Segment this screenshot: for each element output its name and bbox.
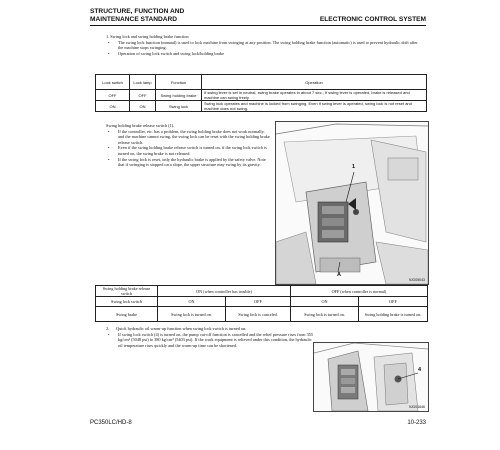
section1-bullet: • The swing lock function (manual) is used to lock machine from swinging at any position. The swing holding brake function (automatic) is used to prevent hydraulic drift after the machine stops swinging. (106, 40, 422, 51)
section-release-switch (106, 123, 271, 168)
figure2-code: 9JG01646 (408, 405, 425, 409)
release-switch-table (95, 285, 428, 322)
section2-bullet: • If the swing lock is reset, only the hydraulic brake is applied by the safety valve. Note that if swinging is stopped on a slope, the upper structure may swing by its gravity. (106, 157, 271, 168)
table1-cell: OFF (130, 90, 156, 101)
table1-cell: Swing lock operates and machine is locked from swinging. Even if swing lever is operated, swing lock is not reset and machine does not swing. (202, 101, 427, 112)
table2-header: Swing lock switch (96, 297, 158, 307)
header-title-line2: MAINTENANCE STANDARD (90, 16, 178, 23)
table1-cell: OFF (96, 90, 130, 101)
table1-header: Lock lamp (130, 75, 156, 90)
section-warmup (106, 326, 316, 348)
page-header (90, 6, 426, 30)
table2-cell: ON (158, 297, 226, 307)
section3-bullet: • If swing lock switch (4) is turned on, the pump cut-off function is cancelled and the relief pressure rises from 355 kg/cm² (5048 psi) to 380 kg/cm² (5403 psi). If the work equipment is relieved under this condition, the hydraulic oil temperature rises quickly and the warm-up time can be shortened. (106, 332, 314, 349)
table1-cell: ON (96, 101, 130, 112)
table2-header: Swing holding brake release switch (96, 286, 158, 297)
section1-heading: 1. Swing lock and swing holding brake function (106, 34, 189, 39)
figure1-label-a: A (337, 272, 341, 278)
table2-header: Swing brake (96, 307, 158, 322)
footer-page-number: 10-233 (407, 420, 426, 426)
table1-cell: ON (130, 101, 156, 112)
section3-heading-text: Quick hydraulic oil warm-up function when swing lock switch is turned on. (116, 326, 247, 331)
cab-panel-figure (275, 121, 429, 285)
table1-cell: If swing lever is set in neutral, swing brake operates in about 7 sec.; If swing lever is operated, brake is released and machine can swing freely. (202, 90, 427, 101)
footer-model: PC350LC/HD-8 (90, 420, 132, 426)
figure1-label-1: 1 (352, 164, 356, 170)
table2-cell: Swing lock is turned on. (158, 307, 226, 322)
figure1-code: 9JG05043 (408, 278, 425, 282)
section-swing-lock (106, 34, 422, 56)
table2-cell: OFF (when controller is normal) (291, 286, 428, 297)
table2-cell: OFF (359, 297, 428, 307)
table1-header: Lock switch (96, 75, 130, 90)
section2-bullet: • If the controller, etc. has a problem, the swing holding brake does not work normally, and the machine cannot swing, the swing lock can be reset with the swing holding brake release switch. (106, 129, 271, 146)
table2-cell: Swing holding brake is turned on. (359, 307, 428, 322)
cab-panel-drawing (276, 122, 428, 284)
swing-lock-table (95, 74, 427, 112)
header-title-line1: STRUCTURE, FUNCTION AND (90, 8, 185, 15)
figure2-label-4: 4 (418, 367, 422, 373)
table1-cell: Swing lock (156, 101, 202, 112)
swing-lock-switch-figure (313, 342, 429, 412)
table2-cell: ON (when controller has trouble) (158, 286, 291, 297)
header-rule (90, 25, 426, 26)
table2-cell: Swing lock is canceled. (226, 307, 291, 322)
table1-cell: Swing holding brake (156, 90, 202, 101)
section2-heading: Swing holding brake release switch (1). (106, 123, 175, 128)
table2-cell: ON (291, 297, 359, 307)
section3-number: 2. (106, 326, 110, 331)
section1-bullet: • Operation of swing lock switch and swing lock/holding brake (106, 51, 422, 57)
table2-cell: Swing lock is turned on. (291, 307, 359, 322)
table1-header: Function (156, 75, 202, 90)
section2-bullet: • Even if the swing holding brake release switch is turned on, if the swing lock switch is turned on, the swing brake is not released. (106, 145, 271, 156)
table2-cell: OFF (226, 297, 291, 307)
switch-panel-drawing (314, 343, 428, 411)
header-section: ELECTRONIC CONTROL SYSTEM (319, 16, 426, 23)
table1-header: Operation (202, 75, 427, 90)
